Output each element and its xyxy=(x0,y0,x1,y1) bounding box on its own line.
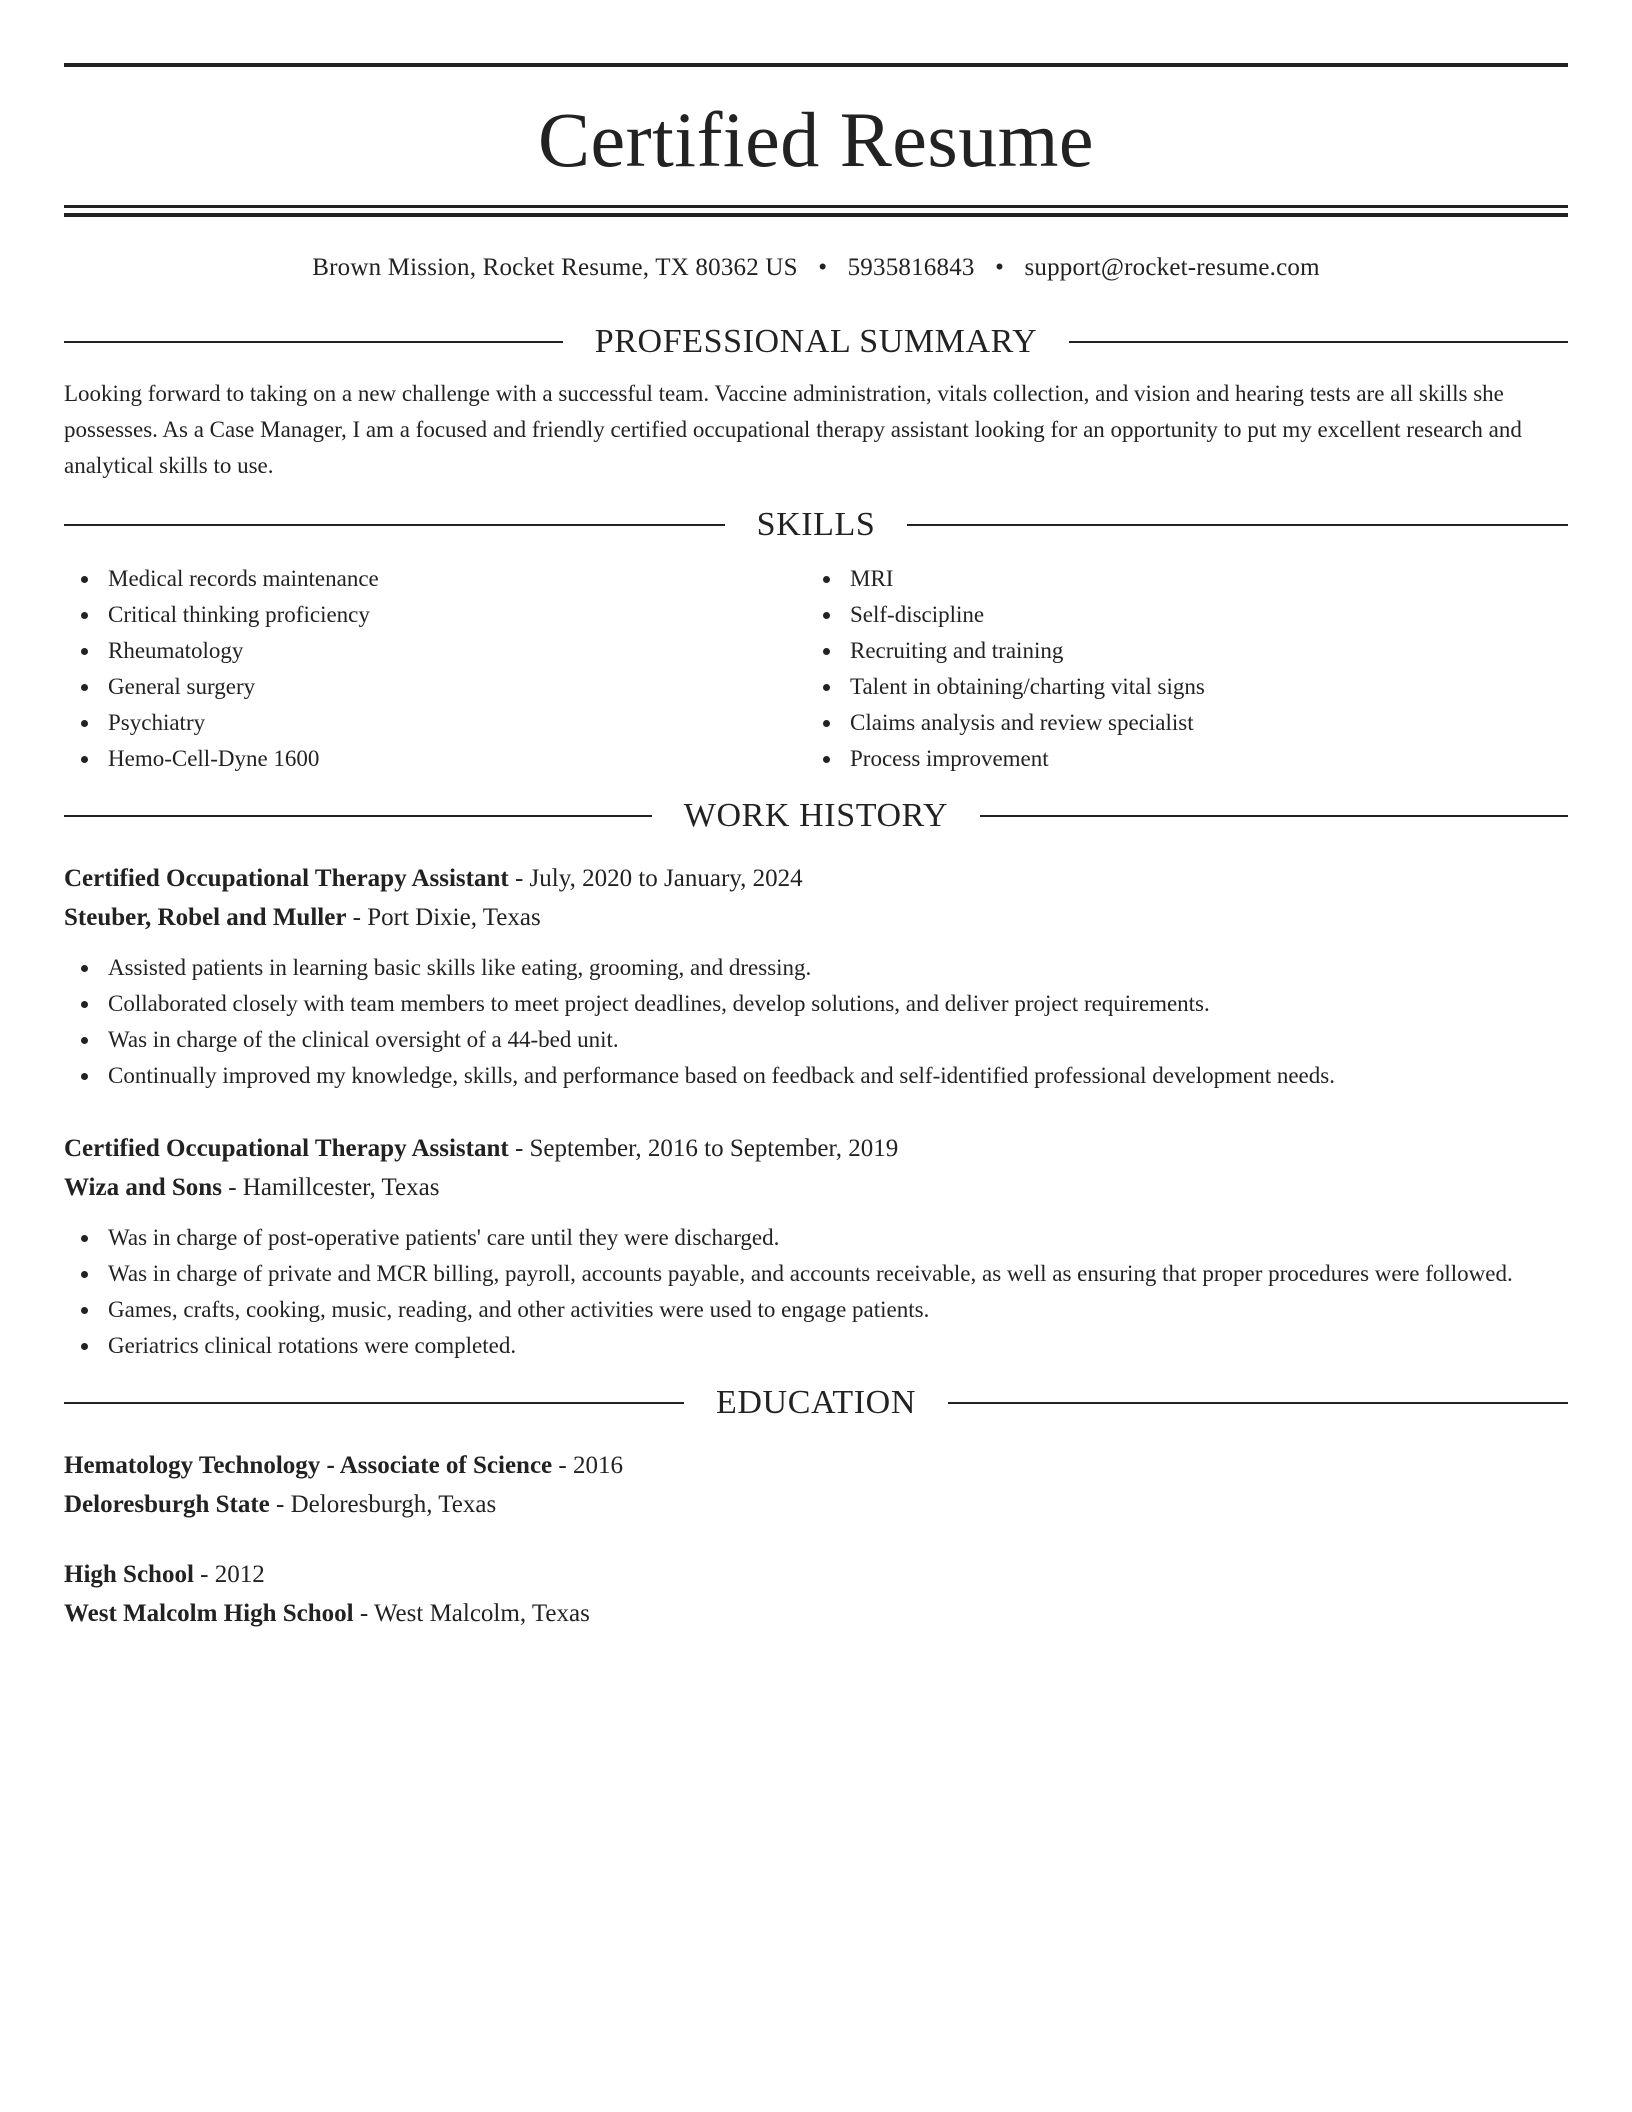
job-title-line xyxy=(64,859,1568,898)
skills-list xyxy=(64,561,1568,777)
summary-heading xyxy=(64,325,1568,359)
job-entry xyxy=(64,1129,1568,1364)
school-location: - Deloresburgh, Texas xyxy=(269,1491,497,1518)
job-duties xyxy=(64,950,1568,1094)
resume-name: Certified Resume xyxy=(537,96,1095,183)
job-duty: Games, crafts, cooking, music, reading, and other activities were used to engage patients. xyxy=(108,1292,1568,1328)
heading-rule xyxy=(64,1402,684,1404)
heading-rule xyxy=(64,815,652,817)
job-company-line xyxy=(64,898,1568,937)
heading-rule xyxy=(907,524,1568,526)
education-entry xyxy=(64,1555,1568,1633)
job-duty: Continually improved my knowledge, skills, and performance based on feedback and self-identified professional development needs. xyxy=(108,1058,1568,1094)
job-dates: - July, 2020 to January, 2024 xyxy=(508,865,803,892)
skill-item: Medical records maintenance xyxy=(108,561,806,597)
heading-rule xyxy=(980,815,1568,817)
heading-rule xyxy=(948,1402,1568,1404)
contact-phone: 5935816843 xyxy=(847,254,975,281)
skill-item: Talent in obtaining/charting vital signs xyxy=(850,669,1548,705)
heading-rule xyxy=(64,341,563,343)
job-company: Wiza and Sons xyxy=(64,1174,222,1201)
skill-item: Recruiting and training xyxy=(850,633,1548,669)
skill-item: MRI xyxy=(850,561,1548,597)
job-company: Steuber, Robel and Muller xyxy=(64,904,347,931)
job-title: Certified Occupational Therapy Assistant xyxy=(64,865,509,892)
job-company-line xyxy=(64,1168,1568,1207)
skill-item: General surgery xyxy=(108,669,806,705)
job-location: - Hamillcester, Texas xyxy=(221,1174,440,1201)
education-heading xyxy=(64,1386,1568,1420)
contact-email[interactable]: support@rocket-resume.com xyxy=(1024,254,1320,281)
skill-item: Rheumatology xyxy=(108,633,806,669)
school-line xyxy=(64,1485,1568,1524)
skills-heading-title: SKILLS xyxy=(756,506,876,543)
degree: High School xyxy=(64,1561,194,1588)
heading-rule xyxy=(1069,341,1568,343)
job-duty: Was in charge of private and MCR billing, payroll, accounts payable, and accounts receivable, as well as ensuring that proper procedures were followed. xyxy=(108,1256,1568,1292)
school-location: - West Malcolm, Texas xyxy=(353,1600,590,1627)
school-line xyxy=(64,1594,1568,1633)
skill-item: Psychiatry xyxy=(108,705,806,741)
education-heading-title: EDUCATION xyxy=(716,1384,916,1421)
double-rule xyxy=(64,205,1568,217)
skill-item: Critical thinking proficiency xyxy=(108,597,806,633)
job-entry xyxy=(64,859,1568,1094)
degree-line xyxy=(64,1555,1568,1594)
education-entry xyxy=(64,1446,1568,1524)
summary-text: Looking forward to taking on a new challenge with a successful team. Vaccine administration, vitals collection, and vision and hearing tests are all skills she possesses. As a Case Manager, I am a focused and friendly certified occupational therapy assistant looking for an opportunity to put my excellent research and analytical skills to use. xyxy=(64,381,1522,478)
skill-item: Process improvement xyxy=(850,741,1548,777)
heading-rule xyxy=(64,524,725,526)
contact-line xyxy=(64,255,1568,285)
skills-column-right xyxy=(806,561,1548,777)
job-duty: Assisted patients in learning basic skills like eating, grooming, and dressing. xyxy=(108,950,1568,986)
work-heading-title: WORK HISTORY xyxy=(683,797,949,834)
work-heading xyxy=(64,799,1568,833)
summary-heading-title: PROFESSIONAL SUMMARY xyxy=(594,323,1038,360)
skill-item: Self-discipline xyxy=(850,597,1548,633)
job-duty: Was in charge of the clinical oversight of a 44-bed unit. xyxy=(108,1022,1568,1058)
contact-separator: • xyxy=(995,254,1005,281)
job-duties xyxy=(64,1220,1568,1364)
job-title-line xyxy=(64,1129,1568,1168)
skills-heading xyxy=(64,508,1568,542)
degree-year: - 2012 xyxy=(193,1561,265,1588)
job-duty: Collaborated closely with team members to meet project deadlines, develop solutions, and deliver project requirements. xyxy=(108,986,1568,1022)
school: West Malcolm High School xyxy=(64,1600,354,1627)
skills-column-left xyxy=(64,561,806,777)
job-duty: Was in charge of post-operative patients' care until they were discharged. xyxy=(108,1220,1568,1256)
job-dates: - September, 2016 to September, 2019 xyxy=(508,1135,899,1162)
skill-item: Claims analysis and review specialist xyxy=(850,705,1548,741)
degree: Hematology Technology - Associate of Science xyxy=(64,1452,553,1479)
contact-separator: • xyxy=(818,254,828,281)
skill-item: Hemo-Cell-Dyne 1600 xyxy=(108,741,806,777)
job-duty: Geriatrics clinical rotations were completed. xyxy=(108,1328,1568,1364)
job-title: Certified Occupational Therapy Assistant xyxy=(64,1135,509,1162)
degree-year: - 2016 xyxy=(552,1452,623,1479)
job-location: - Port Dixie, Texas xyxy=(346,904,541,931)
contact-address: Brown Mission, Rocket Resume, TX 80362 US xyxy=(312,254,798,281)
degree-line xyxy=(64,1446,1568,1485)
school: Deloresburgh State xyxy=(64,1491,270,1518)
